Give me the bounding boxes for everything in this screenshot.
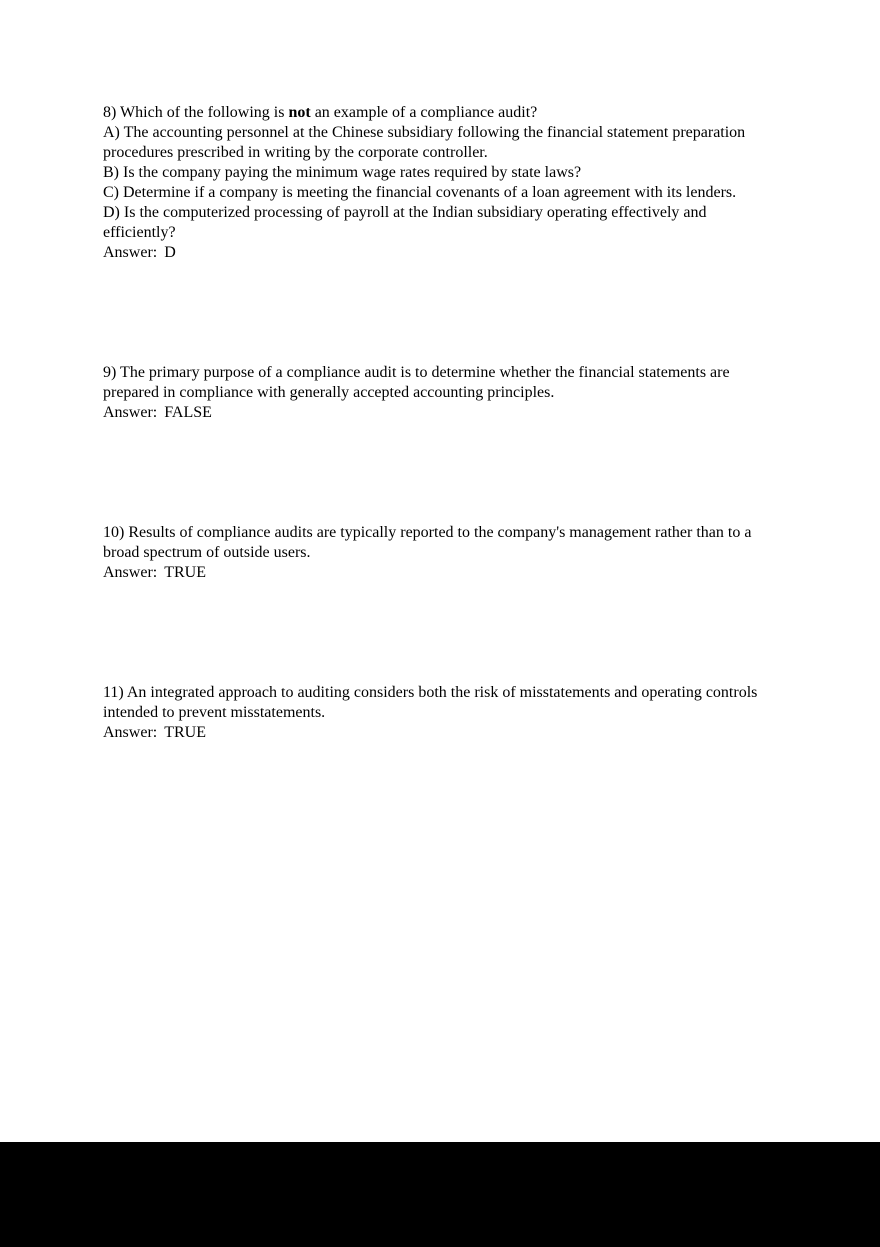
question-8-option-a: A) The accounting personnel at the Chinese subsidiary following the financial statement preparation procedures prescribed in writing by the corporate controller. [103,124,746,161]
question-block-11 [103,683,779,743]
question-8-answer-line [103,243,779,263]
question-11-statement: 11) An integrated approach to auditing considers both the risk of misstatements and operating controls intended to prevent misstatements. [103,684,758,721]
question-10-statement: 10) Results of compliance audits are typically reported to the company's management rather than to a broad spectrum of outside users. [103,524,752,561]
question-block-10 [103,523,779,583]
question-8-stem-tail: an example of a compliance audit? [310,104,538,121]
bold-emphasis-not: not [288,104,311,121]
answer-value: TRUE [164,564,206,581]
question-11-answer-line [103,723,779,743]
question-8-option-d: D) Is the computerized processing of payroll at the Indian subsidiary operating effectively and efficiently? [103,204,707,241]
answer-label: Answer: [103,564,158,581]
answer-value: TRUE [164,724,206,741]
question-9-statement: 9) The primary purpose of a compliance audit is to determine whether the financial statements are prepared in compliance with generally accepted accounting principles. [103,364,730,401]
question-10-answer-line [103,563,779,583]
answer-value: FALSE [164,404,212,421]
question-8-stem-lead: 8) Which of the following is [103,104,289,121]
answer-label: Answer: [103,404,158,421]
answer-value: D [164,244,176,261]
page-content [103,103,779,843]
question-8-stem [103,103,779,123]
question-block-9 [103,363,779,423]
answer-label: Answer: [103,244,158,261]
bottom-letterbox-bar [0,1142,880,1247]
question-8-option-c: C) Determine if a company is meeting the financial covenants of a loan agreement with its lenders. [103,184,737,201]
answer-label: Answer: [103,724,158,741]
question-8-option-b: B) Is the company paying the minimum wage rates required by state laws? [103,164,582,181]
question-9-answer-line [103,403,779,423]
question-block-8 [103,103,779,263]
